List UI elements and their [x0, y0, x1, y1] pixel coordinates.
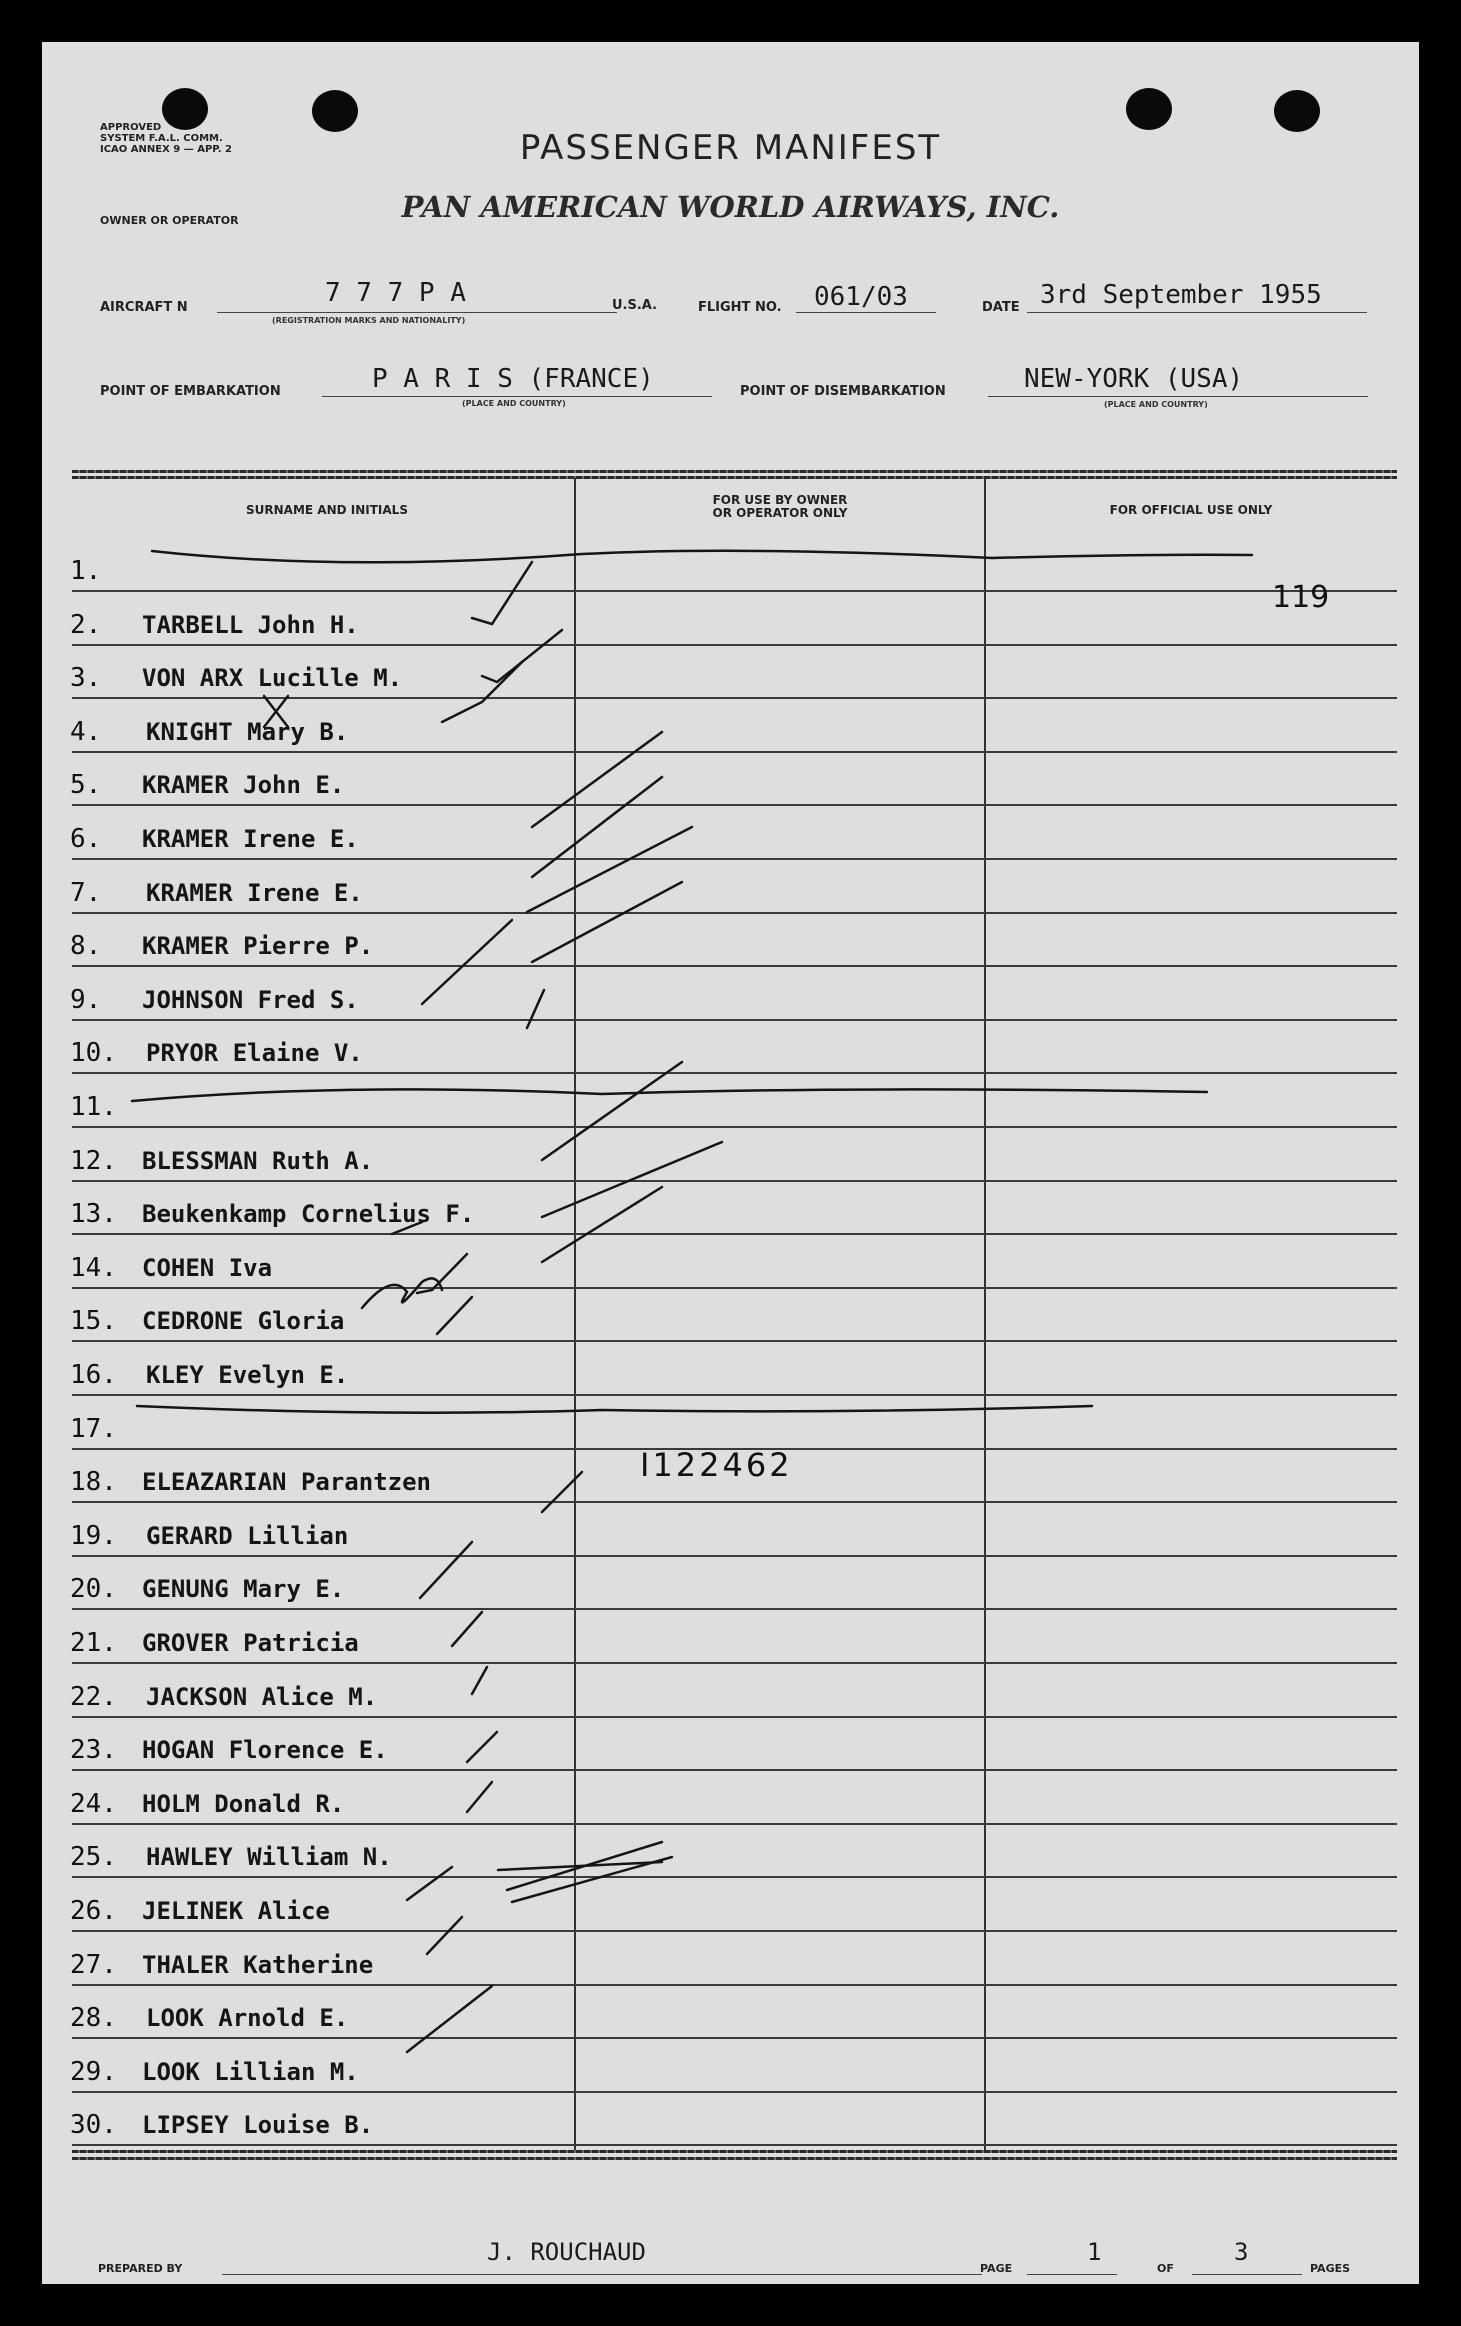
row-number: 16.: [70, 1360, 117, 1390]
row-number: 22.: [70, 1681, 117, 1712]
passenger-name: JACKSON Alice M.: [146, 1682, 378, 1711]
passenger-name: KRAMER John E.: [142, 771, 345, 800]
handwritten-marks: [42, 42, 1419, 2284]
passenger-name: THALER Katherine: [142, 1950, 374, 1979]
of-underline: [1192, 2274, 1302, 2275]
column-header-owner-use: FOR USE BY OWNER OR OPERATOR ONLY: [712, 493, 848, 520]
embarkation-value: P A R I S (FRANCE): [372, 364, 654, 394]
flight-value: 061/03: [814, 282, 908, 312]
passenger-name: HAWLEY William N.: [146, 1843, 392, 1872]
row-number: 25.: [70, 1842, 117, 1873]
row-number: 10.: [70, 1038, 117, 1069]
page-underline: [1027, 2274, 1117, 2275]
official-note: 119: [1272, 580, 1330, 615]
passenger-name: LOOK Lillian M.: [142, 2057, 359, 2086]
registration-caption: (REGISTRATION MARKS AND NATIONALITY): [272, 316, 466, 325]
pages-label: PAGES: [1310, 2262, 1351, 2275]
disembarkation-label: POINT OF DISEMBARKATION: [740, 384, 946, 399]
passenger-name: GERARD Lillian: [146, 1521, 349, 1550]
row-number: 9.: [70, 984, 102, 1015]
prepared-underline: [222, 2274, 982, 2275]
passenger-name: COHEN Iva: [142, 1253, 273, 1282]
disembarkation-value: NEW-YORK (USA): [1024, 364, 1244, 394]
row-number: 21.: [70, 1628, 117, 1658]
row-number: 12.: [70, 1145, 117, 1176]
prepared-by-value: J. ROUCHAUD: [487, 2238, 646, 2266]
date-label: DATE: [982, 300, 1020, 315]
row-number: 26.: [70, 1896, 117, 1926]
passenger-name: KRAMER Pierre P.: [142, 932, 374, 961]
passenger-name: HOLM Donald R.: [142, 1789, 345, 1818]
row-number: 30.: [70, 2110, 117, 2141]
row-number: 28.: [70, 2003, 117, 2034]
row-number: 24.: [70, 1788, 117, 1819]
of-value: 3: [1234, 2238, 1249, 2266]
passenger-name: GROVER Patricia: [142, 1629, 359, 1657]
handwritten-note: I122462: [640, 1446, 793, 1484]
row-number: 13.: [70, 1199, 117, 1230]
passenger-name: PRYOR Elaine V.: [146, 1039, 363, 1068]
row-number: 3.: [70, 663, 102, 694]
disembarkation-caption: (PLACE AND COUNTRY): [1104, 400, 1208, 409]
embarkation-caption: (PLACE AND COUNTRY): [462, 399, 566, 408]
aircraft-label: AIRCRAFT N: [100, 300, 188, 315]
passenger-name: LIPSEY Louise B.: [142, 2111, 374, 2140]
row-number: 29.: [70, 2056, 117, 2087]
passenger-name: KLEY Evelyn E.: [146, 1361, 349, 1389]
row-number: 11.: [70, 1092, 117, 1122]
passenger-name: VON ARX Lucille M.: [142, 664, 403, 693]
row-number: 19.: [70, 1520, 117, 1551]
row-number: 4.: [70, 716, 102, 747]
passenger-name: HOGAN Florence E.: [142, 1736, 388, 1765]
passenger-name: KNIGHT Mary B.: [146, 717, 349, 746]
aircraft-value: 7 7 7 P A: [325, 278, 466, 308]
prepared-by-label: PREPARED BY: [98, 2262, 183, 2275]
passenger-name: KRAMER Irene E.: [142, 825, 359, 853]
row-number: 8.: [70, 931, 102, 962]
row-number: 23.: [70, 1735, 117, 1766]
row-number: 2.: [70, 609, 102, 640]
row-number: 6.: [70, 824, 102, 854]
passenger-name: BLESSMAN Ruth A.: [142, 1146, 374, 1175]
row-number: 17.: [70, 1413, 117, 1444]
passenger-name: JELINEK Alice: [142, 1897, 330, 1925]
embarkation-label: POINT OF EMBARKATION: [100, 384, 281, 399]
passenger-name: TARBELL John H.: [142, 610, 359, 639]
passenger-name: GENUNG Mary E.: [142, 1575, 345, 1604]
column-header-official-use: FOR OFFICIAL USE ONLY: [1109, 503, 1273, 517]
row-number: 18.: [70, 1467, 117, 1498]
passenger-name: ELEAZARIAN Parantzen: [142, 1468, 431, 1497]
flight-label: FLIGHT NO.: [698, 300, 782, 315]
passenger-name: KRAMER Irene E.: [146, 878, 363, 907]
passenger-name: JOHNSON Fred S.: [142, 985, 359, 1014]
row-number: 20.: [70, 1574, 117, 1605]
manifest-page: [42, 42, 1419, 2284]
row-number: 1.: [70, 556, 102, 586]
page-title: PASSENGER MANIFEST: [519, 128, 942, 168]
date-value: 3rd September 1955: [1040, 280, 1322, 310]
column-header-surname: SURNAME AND INITIALS: [246, 503, 408, 517]
usa-label: U.S.A.: [612, 298, 658, 313]
page-value: 1: [1087, 2238, 1102, 2266]
row-number: 15.: [70, 1306, 117, 1337]
of-label: OF: [1157, 2262, 1174, 2275]
approval-line: SYSTEM F.A.L. COMM.: [100, 133, 223, 144]
owner-label: OWNER OR OPERATOR: [100, 214, 239, 227]
passenger-name: Beukenkamp Cornelius F.: [142, 1200, 475, 1229]
operator-name: PAN AMERICAN WORLD AIRWAYS, INC.: [401, 190, 1060, 224]
approval-line: APPROVED: [100, 122, 162, 133]
passenger-name: LOOK Arnold E.: [146, 2004, 349, 2033]
row-number: 27.: [70, 1949, 117, 1980]
approval-line: ICAO ANNEX 9 — APP. 2: [100, 144, 233, 155]
row-number: 14.: [70, 1252, 117, 1283]
row-number: 7.: [70, 877, 102, 908]
row-number: 5.: [70, 770, 102, 801]
page-label: PAGE: [980, 2262, 1013, 2275]
passenger-name: CEDRONE Gloria: [142, 1307, 345, 1336]
